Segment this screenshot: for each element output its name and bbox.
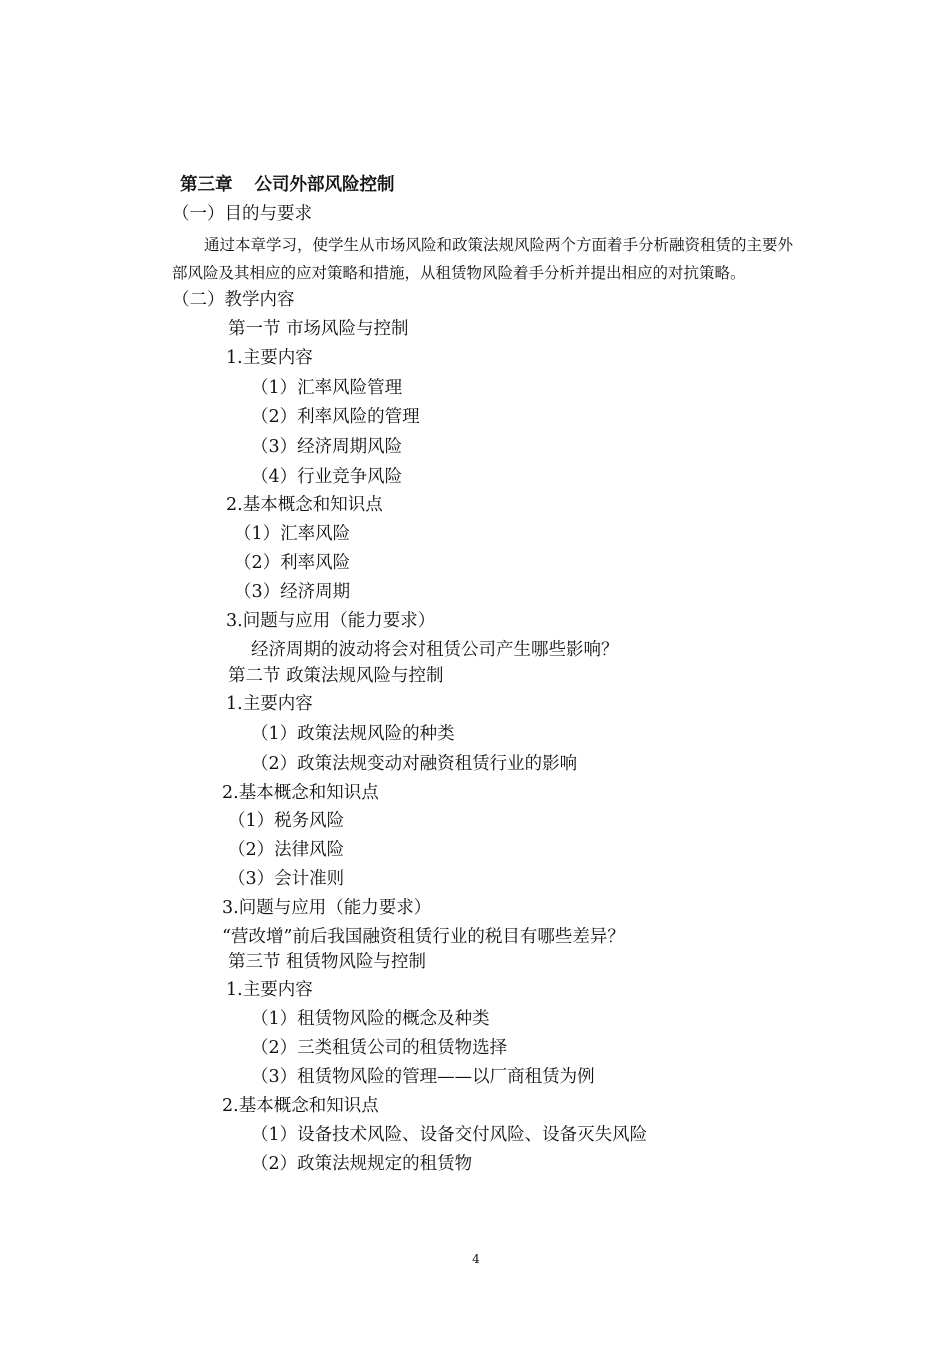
section-1-main-heading: 1.主要内容 xyxy=(226,348,313,368)
section-2-main-item: （2）政策法规变动对融资租赁行业的影响 xyxy=(251,754,578,774)
section-2-title: 第二节 政策法规风险与控制 xyxy=(228,666,444,686)
section-3-main-heading: 1.主要内容 xyxy=(226,980,313,1000)
section-1-main-item: （1）汇率风险管理 xyxy=(251,378,403,398)
section-1-question-heading: 3.问题与应用（能力要求） xyxy=(226,611,436,631)
chapter-title: 公司外部风险控制 xyxy=(254,175,395,195)
section-3-title: 第三节 租赁物风险与控制 xyxy=(228,952,427,972)
section-1-title: 第一节 市场风险与控制 xyxy=(228,319,409,339)
section-3-concepts-heading: 2.基本概念和知识点 xyxy=(222,1096,379,1116)
section-1-main-item: （4）行业竞争风险 xyxy=(251,467,403,487)
section-2-question: “营改增”前后我国融资租赁行业的税目有哪些差异？ xyxy=(222,927,625,947)
objective-paragraph-line-1: 通过本章学习，使学生从市场风险和政策法规风险两个方面着手分析融资租赁的主要外 xyxy=(204,236,794,254)
section-3-concept-item: （2）政策法规规定的租赁物 xyxy=(251,1154,473,1174)
objective-paragraph-line-2: 部风险及其相应的应对策略和措施，从租赁物风险着手分析并提出相应的对抗策略。 xyxy=(172,264,746,282)
section-2-concept-item: （1）税务风险 xyxy=(228,811,345,831)
section-2-main-item: （1）政策法规风险的种类 xyxy=(251,724,455,744)
section-3-concept-item: （1）设备技术风险、设备交付风险、设备灭失风险 xyxy=(251,1125,648,1145)
section-2-concept-item: （2）法律风险 xyxy=(228,840,345,860)
section-2-main-heading: 1.主要内容 xyxy=(226,694,313,714)
section-1-question: 经济周期的波动将会对租赁公司产生哪些影响？ xyxy=(251,640,619,660)
chapter-number: 第三章 xyxy=(180,175,233,195)
section-3-main-item: （1）租赁物风险的概念及种类 xyxy=(251,1009,490,1029)
section-1-concept-item: （3）经济周期 xyxy=(234,582,351,602)
section-1-concepts-heading: 2.基本概念和知识点 xyxy=(226,495,383,515)
section-1-concept-item: （1）汇率风险 xyxy=(234,524,351,544)
section-3-main-item: （2）三类租赁公司的租赁物选择 xyxy=(251,1038,508,1058)
chapter-heading xyxy=(180,174,395,196)
section-1-main-item: （2）利率风险的管理 xyxy=(251,407,420,427)
section-2-concept-item: （3）会计准则 xyxy=(228,869,345,889)
section-3-main-item: （3）租赁物风险的管理——以厂商租赁为例 xyxy=(251,1067,595,1087)
section-1-main-item: （3）经济周期风险 xyxy=(251,437,403,457)
section-2-question-heading: 3.问题与应用（能力要求） xyxy=(222,898,432,918)
objective-heading: （一）目的与要求 xyxy=(172,204,312,224)
section-1-concept-item: （2）利率风险 xyxy=(234,553,351,573)
section-2-concepts-heading: 2.基本概念和知识点 xyxy=(222,783,379,803)
content-heading: （二）教学内容 xyxy=(172,290,295,310)
page-number: 4 xyxy=(472,1252,480,1266)
